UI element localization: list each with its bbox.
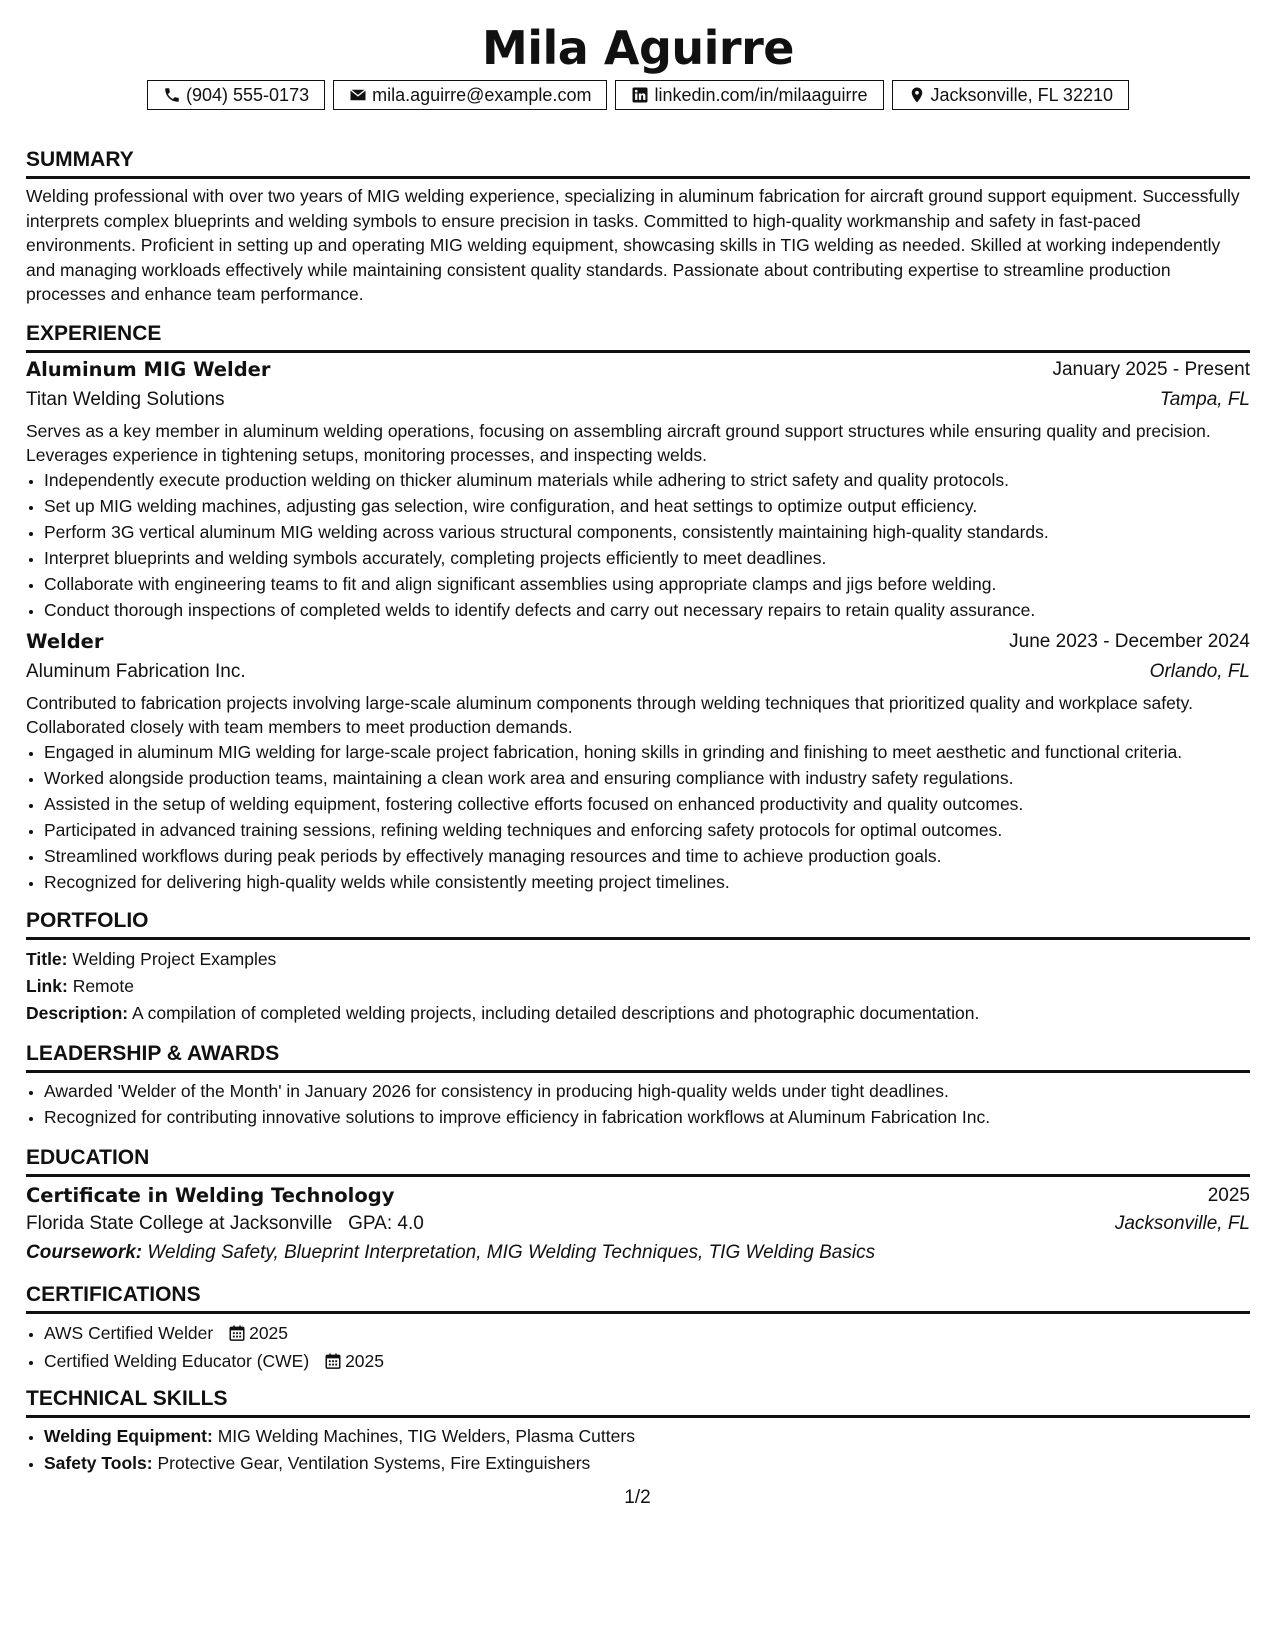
skill-label: Safety Tools: [44,1452,153,1473]
contact-linkedin[interactable] [615,80,883,110]
list-item: • Engaged in aluminum MIG welding for large-scale project fabrication, honing skills in grinding and finishing to meet aesthetic and functional criteria. [44,740,1250,764]
list-item [44,1424,1250,1449]
calendar-icon [228,1324,246,1342]
certification-year: 2025 [249,1322,289,1343]
section-title-summary: SUMMARY [26,147,1250,179]
contact-bar [26,80,1250,110]
section-title-experience: EXPERIENCE [26,321,1250,353]
page-number: 1/2 [624,1487,651,1508]
list-item: • Set up MIG welding machines, adjusting gas selection, wire configuration, and heat settings to optimize output efficiency. [44,494,1250,518]
job-bullets [26,740,1250,894]
skill-value: Protective Gear, Ventilation Systems, Fire Extinguishers [157,1452,591,1473]
job-location: Tampa, FL [1159,388,1250,410]
list-item [44,1348,1250,1374]
education-location: Jacksonville, FL [1114,1212,1250,1234]
list-item: • Participated in advanced training sessions, refining welding techniques and enforcing safety protocols for optimal outcomes. [44,818,1250,842]
contact-phone[interactable] [147,80,325,110]
portfolio-title-value: Welding Project Examples [72,948,277,969]
education-section [26,1145,1250,1268]
phone-text: (904) 555-0173 [186,84,310,105]
leadership-section [26,1041,1250,1129]
list-item [44,1320,1250,1346]
portfolio-link-row [26,973,1250,1000]
job-entry [26,628,1250,894]
certifications-section [26,1282,1250,1374]
list-item: • Collaborate with engineering teams to fit and align significant assemblies using appropriate clamps and jigs before welding. [44,572,1250,596]
education-school: Florida State College at Jacksonville [26,1212,333,1234]
contact-location [892,80,1129,110]
location-pin-icon [908,86,926,104]
education-gpa: GPA: 4.0 [348,1212,424,1234]
certification-year: 2025 [345,1350,384,1371]
list-item: • Perform 3G vertical aluminum MIG welding across various structural components, consistently maintaining high-quality standards. [44,520,1250,544]
list-item: • Assisted in the setup of welding equipment, fostering collective efforts focused on enhanced productivity and quality outcomes. [44,792,1250,816]
section-title-portfolio: PORTFOLIO [26,908,1250,940]
job-bullets [26,468,1250,622]
linkedin-icon [631,86,649,104]
section-title-certifications: CERTIFICATIONS [26,1282,1250,1314]
job-description: Contributed to fabrication projects involving large-scale aluminum components through welding techniques that prioritized quality and workplace safety. Collaborated closely with team members to meet production demands. [26,692,1193,737]
list-item: • Recognized for contributing innovative solutions to improve efficiency in fabrication workflows at Aluminum Fabrication Inc. [44,1105,1250,1129]
job-company: Aluminum Fabrication Inc. [26,660,246,682]
coursework-value: Welding Safety, Blueprint Interpretation, MIG Welding Techniques, TIG Welding Basics [147,1241,876,1263]
education-degree: Certificate in Welding Technology [26,1183,395,1207]
phone-icon [163,86,181,104]
portfolio-title-row [26,946,1250,973]
list-item: • Independently execute production welding on thicker aluminum materials while adhering to strict safety and quality protocols. [44,468,1250,492]
list-item: • Awarded 'Welder of the Month' in January 2026 for consistency in producing high-quality welds under tight deadlines. [44,1079,1250,1103]
list-item: • Streamlined workflows during peak periods by effectively managing resources and time to achieve production goals. [44,844,1250,868]
skill-value: MIG Welding Machines, TIG Welders, Plasma Cutters [217,1425,635,1446]
certifications-list [26,1320,1250,1374]
list-item: • Recognized for delivering high-quality welds while consistently meeting project timelines. [44,870,1250,894]
job-title: Aluminum MIG Welder [26,357,271,381]
section-title-leadership: LEADERSHIP & AWARDS [26,1041,1250,1073]
location-text: Jacksonville, FL 32210 [930,84,1113,105]
skill-label: Welding Equipment: [44,1425,213,1446]
job-entry [26,356,1250,622]
candidate-name: Mila Aguirre [482,21,794,75]
job-dates: June 2023 - December 2024 [1009,630,1250,652]
portfolio-section [26,908,1250,1027]
certification-name: Certified Welding Educator (CWE) [44,1350,310,1371]
list-item: • Worked alongside production teams, maintaining a clean work area and ensuring compliance with industry safety regulations. [44,766,1250,790]
portfolio-link-value[interactable]: Remote [72,975,134,996]
summary-section [26,147,1250,307]
email-text: mila.aguirre@example.com [372,84,592,105]
portfolio-title-label: Title: [26,948,68,969]
job-title: Welder [26,629,104,653]
list-item [44,1451,1250,1476]
resume-page [26,18,1250,1478]
portfolio-description-row [26,1000,1250,1027]
portfolio-link-label: Link: [26,975,68,996]
job-dates: January 2025 - Present [1052,358,1250,380]
coursework-label: Coursework: [26,1241,143,1263]
job-location: Orlando, FL [1149,660,1250,682]
education-year: 2025 [1207,1184,1250,1206]
experience-section [26,321,1250,894]
certification-name: AWS Certified Welder [44,1322,214,1343]
portfolio-description-value: A compilation of completed welding projects, including detailed descriptions and photographic documentation. [132,1002,980,1023]
job-company: Titan Welding Solutions [26,388,225,410]
education-coursework [26,1238,1250,1268]
skills-section [26,1386,1250,1476]
section-title-education: EDUCATION [26,1145,1250,1177]
linkedin-text: linkedin.com/in/milaaguirre [654,84,868,105]
leadership-bullets [26,1079,1250,1129]
portfolio-description-label: Description: [26,1002,129,1023]
summary-text: Welding professional with over two years of MIG welding experience, specializing in aluminum fabrication for aircraft ground support equipment. Successfully interprets complex blueprints and welding symbols to ensure precision in tasks. Committed to high-quality workmanship and safety in fast-paced environments. Proficient in setting up and operating MIG welding equipment, showcasing skills in TIG welding as needed. Skilled at working independently and managing workloads effectively while maintaining consistent quality standards. Passionate about contributing expertise to streamline production processes and enhance team performance. [26,186,1240,304]
contact-email[interactable] [333,80,607,110]
section-title-skills: TECHNICAL SKILLS [26,1386,1250,1418]
list-item: • Conduct thorough inspections of completed welds to identify defects and carry out necessary repairs to retain quality assurance. [44,598,1250,622]
skills-list [26,1424,1250,1476]
envelope-icon [349,86,367,104]
list-item: • Interpret blueprints and welding symbols accurately, completing projects efficiently to meet deadlines. [44,546,1250,570]
job-description: Serves as a key member in aluminum welding operations, focusing on assembling aircraft ground support structures while ensuring quality and precision. Leverages experience in tightening setups, monitoring processes, and inspecting welds. [26,420,1211,465]
calendar-icon [324,1352,342,1370]
